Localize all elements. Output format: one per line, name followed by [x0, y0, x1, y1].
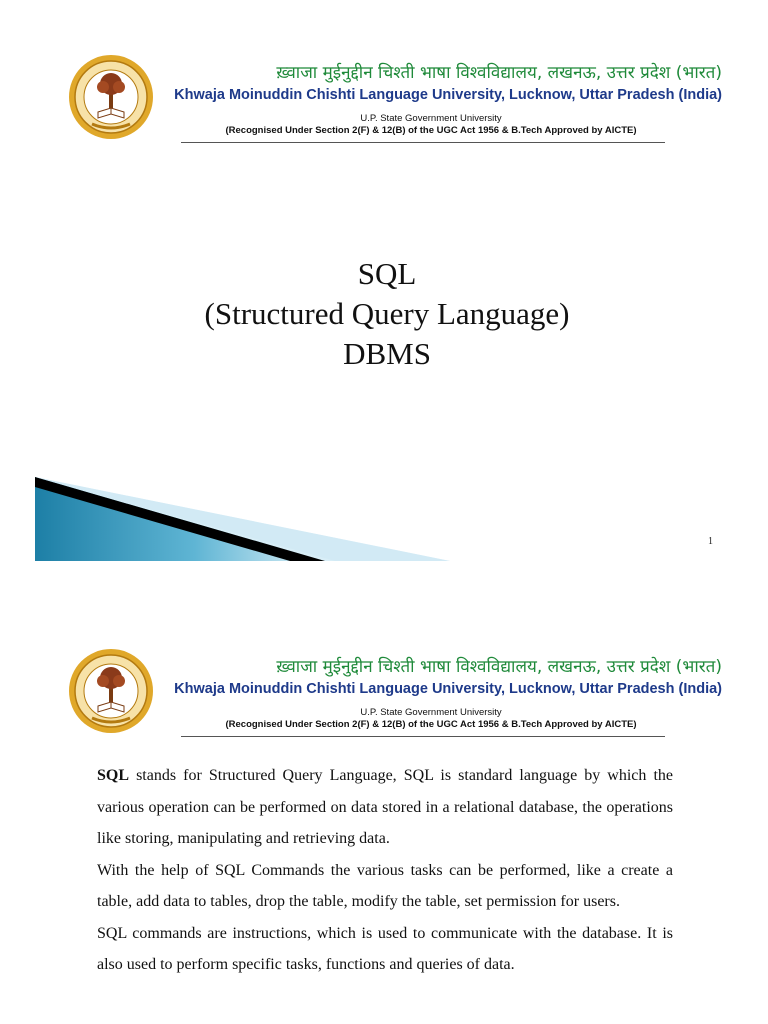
university-seal-icon — [68, 648, 154, 734]
paragraph-1 — [97, 760, 673, 855]
university-name-english: Khwaja Moinuddin Chishti Language University, Lucknow, Uttar Pradesh (India) — [174, 87, 722, 103]
slide-2 — [0, 594, 768, 1024]
title-line-2: (Structured Query Language) — [204, 296, 570, 331]
paragraph-3: SQL commands are instructions, which is used to communicate with the database. It is also used to perform specific tasks, functions and queries of data. — [97, 924, 673, 973]
paragraph-2: With the help of SQL Commands the various tasks can be performed, like a create a table, add data to tables, drop the table, modify the table, set permission for users. — [97, 861, 673, 910]
university-recognition: (Recognised Under Section 2(F) & 12(B) of the UGC Act 1956 & B.Tech Approved by AICTE) — [225, 125, 637, 136]
letterhead — [50, 50, 722, 146]
title-line-3: DBMS — [343, 336, 431, 371]
university-name-english: Khwaja Moinuddin Chishti Language University, Lucknow, Uttar Pradesh (India) — [174, 681, 722, 697]
slide-title — [0, 254, 768, 374]
university-status: U.P. State Government University — [360, 707, 502, 718]
slide-body — [97, 760, 673, 981]
paragraph-1-text: stands for Structured Query Language, SQL is standard language by which the various operation can be performed on data stored in a relational database, the operations like storing, manipulating and retrieving data. — [97, 767, 673, 847]
sql-term: SQL — [97, 767, 130, 784]
university-name-hindi: ख़्वाजा मुईनुद्दीन चिश्ती भाषा विश्वविद्यालय, लखनऊ, उत्तर प्रदेश (भारत) — [276, 63, 722, 83]
page-number: 1 — [708, 536, 713, 547]
header-divider — [181, 142, 665, 143]
university-status: U.P. State Government University — [360, 113, 502, 124]
letterhead — [50, 644, 722, 740]
university-name-hindi: ख़्वाजा मुईनुद्दीन चिश्ती भाषा विश्वविद्यालय, लखनऊ, उत्तर प्रदेश (भारत) — [276, 657, 722, 677]
decorative-banner — [35, 477, 455, 561]
header-divider — [181, 736, 665, 737]
university-seal-icon — [68, 54, 154, 140]
university-recognition: (Recognised Under Section 2(F) & 12(B) of the UGC Act 1956 & B.Tech Approved by AICTE) — [225, 719, 637, 730]
title-line-1: SQL — [357, 256, 417, 291]
